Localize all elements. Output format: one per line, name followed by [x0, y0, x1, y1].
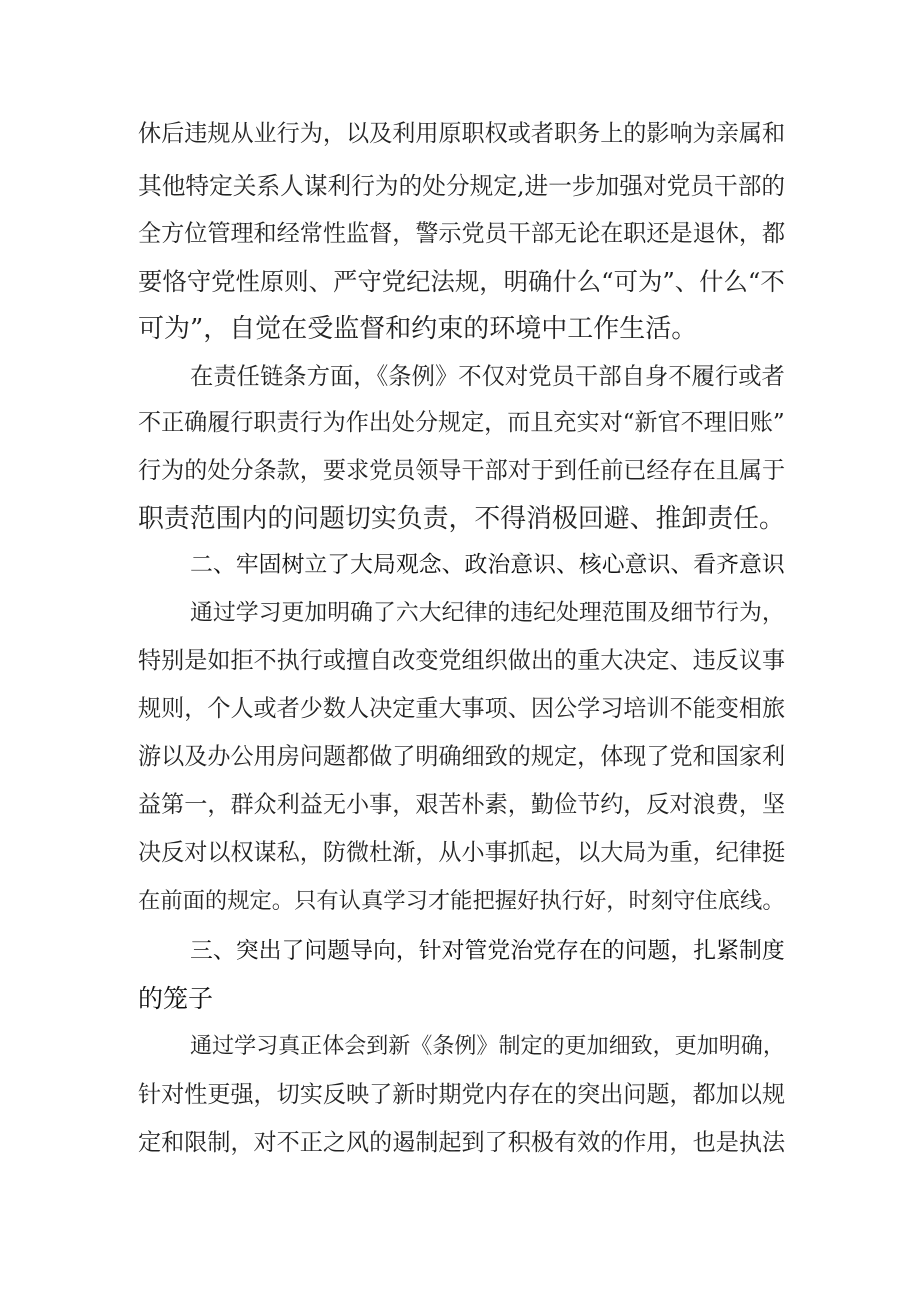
text-line: 其他特定关系人谋利行为的处分规定,进一步加强对党员干部的	[138, 172, 786, 200]
section-heading-2: 二、牢固树立了大局观念、政治意识、核心意识、看齐意识	[190, 552, 785, 578]
heading-line: 三、突出了问题导向，针对管党治党存在的问题，扎紧制度	[190, 938, 785, 964]
text-line: 通过学习真正体会到新《条例》制定的更加细致，更加明确，	[190, 1034, 785, 1059]
text-line: 行为的处分条款，要求党员领导干部对于到任前已经存在且属于	[138, 458, 786, 484]
text-line: 在责任链条方面，《条例》不仅对党员干部自身不履行或者	[190, 362, 785, 390]
text-line: 游以及办公用房问题都做了明确细致的规定，体现了党和国家利	[138, 744, 786, 770]
text-line: 决反对以权谋私，防微杜渐，从小事抓起，以大局为重，纪律挺	[138, 840, 786, 866]
text-line: 针对性更强，切实反映了新时期党内存在的突出问题，都加以规	[138, 1082, 786, 1108]
text-line: 不正确履行职责行为作出处分规定，而且充实对“新官不理旧账”	[138, 410, 785, 436]
text-line: 要恪守党性原则、严守党纪法规，明确什么“可为”、什么“不	[138, 267, 785, 296]
text-line: 定和限制，对不正之风的遏制起到了积极有效的作用，也是执法	[138, 1130, 786, 1156]
text-line: 通过学习更加明确了六大纪律的违纪处理范围及细节行为，	[190, 600, 785, 626]
text-line: 规则，个人或者少数人决定重大事项、因公学习培训不能变相旅	[138, 696, 786, 722]
text-line: 全方位管理和经常性监督，警示党员干部无论在职还是退休，都	[138, 221, 786, 247]
text-line: 特别是如拒不执行或擅自改变党组织做出的重大决定、违反议事	[138, 648, 786, 674]
text-line: 在前面的规定。只有认真学习才能把握好执行好，时刻守住底线。	[138, 888, 785, 914]
heading-line: 的笼子	[138, 984, 214, 1013]
text-line: 可为”，自觉在受监督和约束的环境中工作生活。	[138, 314, 698, 344]
text-line: 休后违规从业行为，以及利用原职权或者职务上的影响为亲属和	[138, 121, 786, 147]
text-line: 益第一，群众利益无小事，艰苦朴素，勤俭节约，反对浪费，坚	[138, 792, 786, 818]
text-line: 职责范围内的问题切实负责，不得消极回避、推卸责任。	[138, 504, 785, 534]
